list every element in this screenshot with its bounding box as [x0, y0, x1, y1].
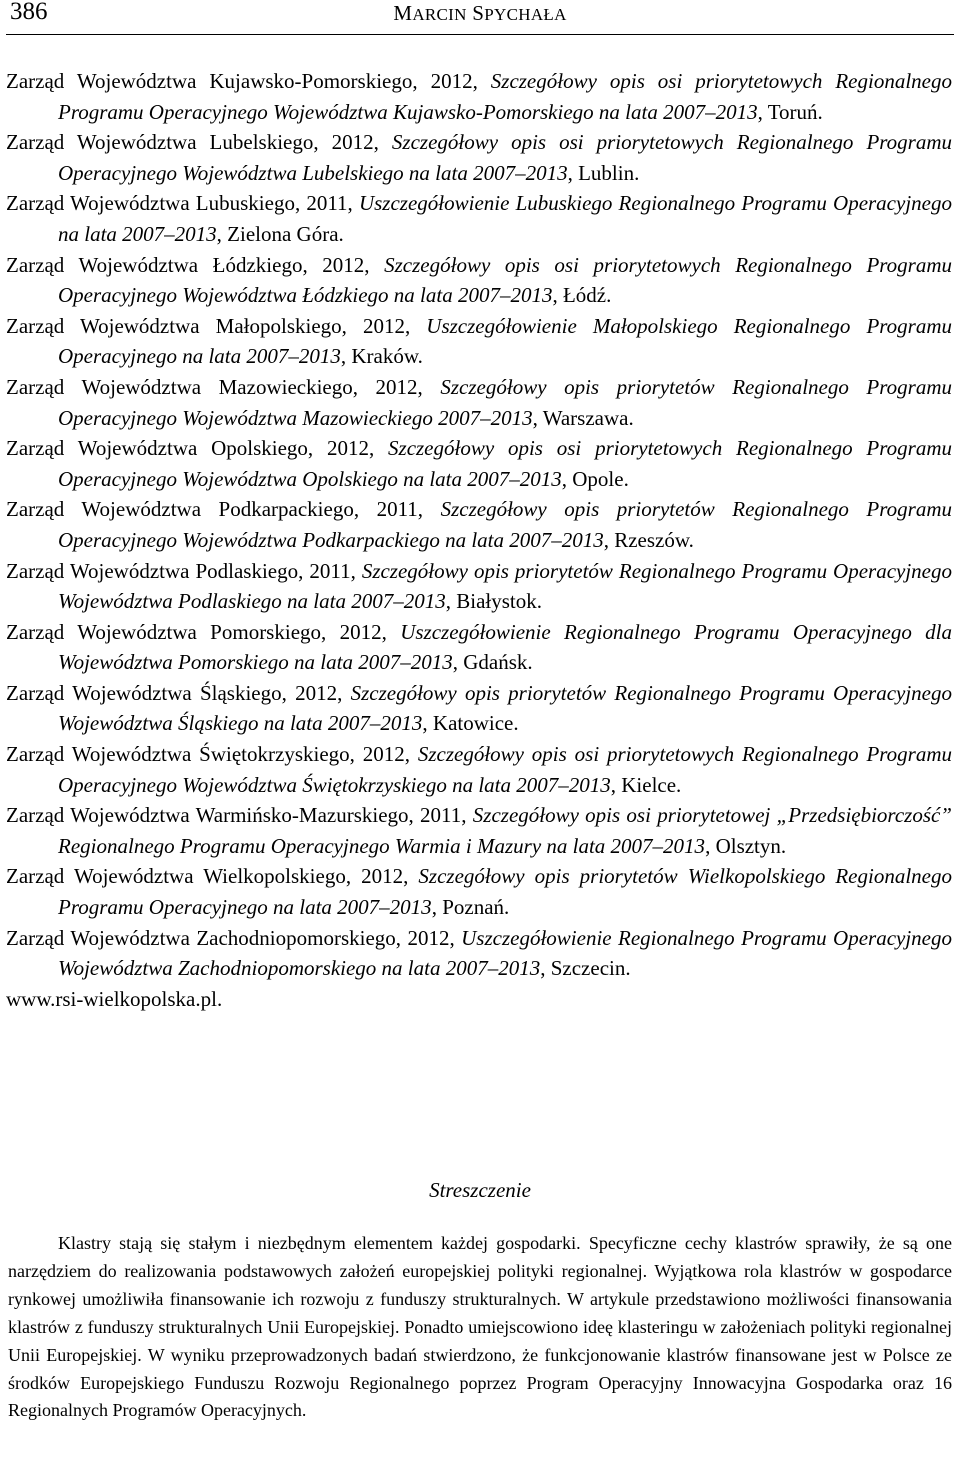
reference-author: Zarząd Województwa Kujawsko-Pomorskiego, 2012,: [6, 69, 491, 93]
reference-title: Szczegółowy opis priorytetów Regionalnego Programu Operacyjnego Województwa Podkarpackiego na lata 2007–2013: [58, 497, 952, 552]
reference-title: Szczegółowy opis osi priorytetowej „Przedsiębiorczość” Regionalnego Programu Operacyjnego Warmia i Mazury na lata 2007–2013: [58, 803, 952, 858]
reference-place: , Opole.: [561, 466, 629, 491]
reference-item: [6, 66, 952, 127]
reference-author: Zarząd Województwa Lubuskiego, 2011,: [6, 191, 359, 216]
reference-place: , Rzeszów.: [603, 527, 694, 552]
reference-item: [6, 311, 952, 372]
reference-title: Szczegółowy opis priorytetów Regionalnego Programu Operacyjnego Województwa Śląskiego na lata 2007–2013: [58, 680, 953, 736]
reference-title: Szczegółowy opis priorytetów Wielkopolskiego Regionalnego Programu Operacyjnego na lata 2007–2013: [58, 864, 952, 920]
page-number: 386: [10, 0, 48, 25]
reference-author: Zarząd Województwa Śląskiego, 2012,: [6, 680, 351, 705]
reference-place: , Gdańsk.: [452, 650, 533, 675]
reference-author: Zarząd Województwa Warmińsko-Mazurskiego, 2011,: [6, 803, 473, 828]
reference-title: Szczegółowy opis osi priorytetowych Regionalnego Programu Operacyjnego Województwa Opolskiego na lata 2007–2013: [58, 436, 952, 491]
reference-title: Uszczegółowienie Regionalnego Programu Operacyjnego Województwa Zachodniopomorskiego na lata 2007–2013: [58, 925, 952, 981]
reference-place: , Kraków.: [340, 344, 423, 369]
reference-place: , Katowice.: [422, 711, 519, 736]
reference-title: Szczegółowy opis osi priorytetowych Regionalnego Programu Operacyjnego Województwa Świętokrzyskiego na lata 2007–2013: [58, 742, 953, 797]
reference-author: Zarząd Województwa Mazowieckiego, 2012,: [6, 374, 441, 399]
author-first-rest: ARCIN: [412, 5, 467, 24]
reference-item: [6, 556, 952, 617]
reference-place: , Poznań.: [431, 895, 510, 920]
reference-item: [6, 433, 952, 494]
summary-text: Klastry stają się stałym i niezbędnym elementem każdej gospodarki. Specyficzne cechy klastrów sprawiły, że są one narzędziem do realizowania podstawowych założeń europejskiej polityki regionalnej. Wyjątkowa rola klastrów w gospodarce rynkowej umożliwiła finansowanie ich rozwoju z funduszy strukturalnych. W artykule przedstawiono możliwości finansowania klastrów z funduszy strukturalnych Unii Europejskiej. Ponadto umiejscowiono ideę klasteringu w założeniach polityki regionalnej Unii Europejskiej. W wyniku przeprowadzonych badań stwierdzono, że funkcjonowanie klastrów finansowane jest w Polsce ze środków Europejskiego Funduszu Rozwoju Regionalnego poprzez Program Operacyjny Innowacyjna Gospodarka oraz 16 Regionalnych Programów Operacyjnych.: [8, 1233, 952, 1421]
reference-title: Uszczegółowienie Lubuskiego Regionalnego Programu Operacyjnego na lata 2007–2013: [58, 191, 952, 246]
reference-title: Szczegółowy opis priorytetów Regionalnego Programu Operacyjnego Województwa Mazowieckiego 2007–2013: [58, 374, 952, 430]
running-head-author: [6, 1, 954, 26]
reference-place: , Olsztyn.: [705, 833, 787, 858]
reference-author: Zarząd Województwa Zachodniopomorskiego, 2012,: [6, 925, 462, 950]
website-reference: www.rsi-wielkopolska.pl.: [6, 986, 223, 1011]
reference-title: Uszczegółowienie Regionalnego Programu Operacyjnego dla Województwa Pomorskiego na lata 2007–2013: [58, 619, 952, 675]
reference-item: [6, 127, 952, 188]
reference-title: Uszczegółowienie Małopolskiego Regionalnego Programu Operacyjnego na lata 2007–2013: [58, 313, 953, 369]
author-first-initial: M: [393, 1, 413, 25]
reference-item: [6, 678, 952, 739]
reference-author: Zarząd Województwa Wielkopolskiego, 2012,: [6, 864, 419, 889]
reference-place: , Lublin.: [567, 160, 640, 185]
reference-place: , Szczecin.: [540, 956, 631, 981]
reference-item: [6, 250, 952, 311]
reference-place: , Zielona Góra.: [216, 221, 344, 246]
reference-author: Zarząd Województwa Opolskiego, 2012,: [6, 436, 389, 461]
reference-place: , Łódź.: [552, 283, 612, 308]
reference-author: Zarząd Województwa Podlaskiego, 2011,: [6, 558, 362, 583]
reference-place: , Kielce.: [610, 772, 682, 797]
reference-author: Zarząd Województwa Lubelskiego, 2012,: [6, 130, 392, 155]
reference-item: [6, 372, 952, 433]
summary-heading: Streszczenie: [429, 1178, 531, 1202]
reference-item: [6, 923, 952, 984]
reference-place: , Warszawa.: [532, 405, 634, 430]
page-header: [6, 0, 954, 35]
author-last-rest: PYCHAŁA: [484, 5, 567, 24]
reference-title: Szczegółowy opis priorytetów Regionalnego Programu Operacyjnego Województwa Podlaskiego na lata 2007–2013: [58, 558, 953, 614]
reference-author: Zarząd Województwa Łódzkiego, 2012,: [6, 252, 385, 277]
reference-item: [6, 861, 952, 922]
reference-item: [6, 617, 952, 678]
reference-item: [6, 800, 952, 861]
reference-author: Zarząd Województwa Pomorskiego, 2012,: [6, 619, 401, 644]
reference-title: Szczegółowy opis osi priorytetowych Regionalnego Programu Operacyjnego Województwa Kujawsko-Pomorskiego na lata 2007–2013: [58, 69, 952, 124]
reference-title: Szczegółowy opis osi priorytetowych Regionalnego Programu Operacyjnego Województwa Łódzkiego na lata 2007–2013: [58, 252, 953, 308]
reference-author: Zarząd Województwa Świętokrzyskiego, 2012,: [6, 742, 418, 767]
author-last-initial: S: [472, 1, 485, 25]
reference-item: [6, 494, 952, 555]
reference-item: [6, 188, 952, 249]
reference-item: [6, 739, 952, 800]
reference-author: Zarząd Województwa Podkarpackiego, 2011,: [6, 497, 441, 522]
reference-author: Zarząd Województwa Małopolskiego, 2012,: [6, 313, 427, 338]
reference-list: [6, 66, 952, 1014]
reference-place: , Toruń.: [757, 99, 823, 124]
reference-place: , Białystok.: [445, 589, 542, 614]
reference-title: Szczegółowy opis osi priorytetowych Regionalnego Programu Operacyjnego Województwa Lubelskiego na lata 2007–2013: [58, 130, 952, 185]
